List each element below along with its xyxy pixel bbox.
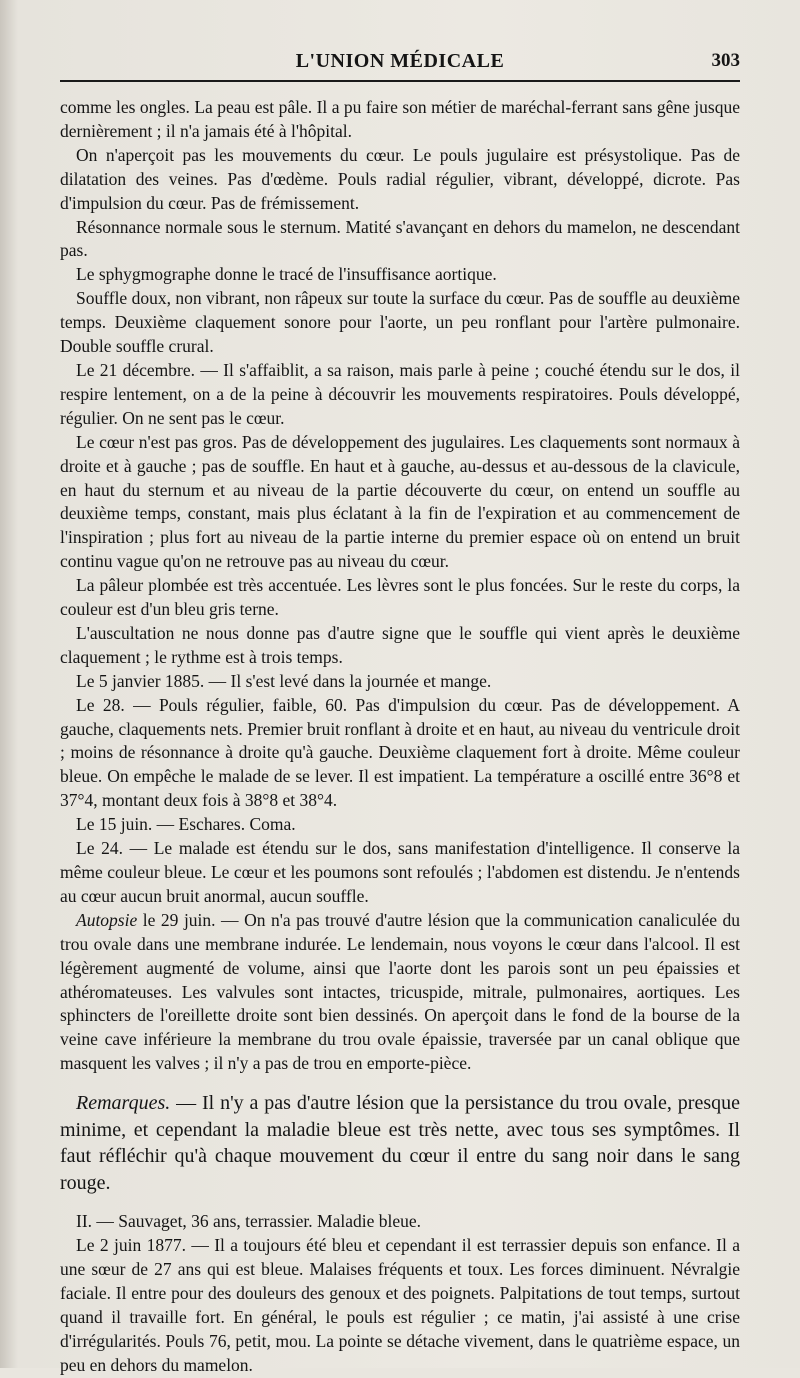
running-title: L'UNION MÉDICALE — [295, 50, 505, 72]
paragraph: Le 24. — Le malade est étendu sur le dos, sans manifestation d'intelligence. Il conserve la même couleur bleue. Le cœur et les poumons sont refoulés ; l'abdomen est distendu. Je n'entends au cœur aucun bruit anormal, aucun souffle. — [60, 838, 740, 906]
page-header — [60, 44, 740, 76]
paragraph: Souffle doux, non vibrant, non râpeux sur toute la surface du cœur. Pas de souffle au deuxième temps. Deuxième claquement sonore pour l'aorte, un peu ronflant pour l'artère pulmonaire. Double souffle crural. — [60, 288, 740, 357]
paragraph: Le 5 janvier 1885. — Il s'est levé dans la journée et mange. — [76, 670, 492, 691]
autopsy-paragraph — [60, 909, 740, 1076]
paragraph: Le 28. — Pouls régulier, faible, 60. Pas d'impulsion du cœur. Pas de développement. A gauche, claquements nets. Premier bruit ronflant à droite et en haut, au niveau du ventricule droit ; moins de résonnance à droite qu'à gauche. Deuxième claquement fort à droite. Même couleur bleue. On empêche le malade de se lever. Il est impatient. La température a oscillé entre 36°8 et 37°4, montant deux fois à 38°8 et 38°4. — [60, 694, 740, 811]
case-heading: II. — Sauvaget, 36 ans, terrassier. Maladie bleue. — [76, 1211, 422, 1232]
paragraph: Résonnance normale sous le sternum. Matité s'avançant en dehors du mamelon, ne descendant pas. — [60, 216, 740, 261]
header-rule — [60, 80, 740, 82]
remarks-label: Remarques. — [76, 1092, 171, 1115]
paragraph: Le 21 décembre. — Il s'affaiblit, a sa raison, mais parle à peine ; couché étendu sur le dos, il respire lentement, on a de la peine à découvrir les mouvements respiratoires. Pouls développé, régulier. On ne sent pas le cœur. — [60, 359, 740, 428]
remarks-paragraph — [60, 1090, 740, 1196]
paragraph: Le cœur n'est pas gros. Pas de développement des jugulaires. Les claquements sont normaux à droite et à gauche ; pas de souffle. En haut et à gauche, au-dessus et au-dessous de la clavicule, en haut du sternum et au niveau de la partie découverte du cœur, on entend un souffle au deuxième temps, constant, mais plus éclatant à la fin de l'expiration et au commencement de l'inspiration ; plus fort au niveau de la partie interne du premier espace où on entend un bruit continu vague qu'on ne retrouve pas au niveau du cœur. — [60, 431, 740, 572]
paragraph: La pâleur plombée est très accentuée. Les lèvres sont le plus foncées. Sur le reste du corps, la couleur est d'un bleu gris terne. — [60, 575, 740, 620]
paragraph: On n'aperçoit pas les mouvements du cœur. Le pouls jugulaire est présystolique. Pas de dilatation des veines. Pas d'œdème. Pouls radial régulier, vibrant, développé, dicrote. Pas d'impulsion du cœur. Pas de frémissement. — [60, 144, 740, 213]
paragraph: Le 15 juin. — Eschares. Coma. — [76, 814, 296, 835]
article-body — [60, 96, 740, 1378]
paragraph: Le 2 juin 1877. — Il a toujours été bleu et cependant il est terrassier depuis son enfance. Il a une sœur de 27 ans qui est bleue. Malaises fréquents et toux. Les forces diminuent. Névralgie faciale. Il entre pour des douleurs des genoux et des poignets. Palpitations de tout temps, surtout quand il travaille fort. En général, le pouls est régulier ; ce matin, j'ai assisté à une crise d'irrégularités. Pouls 76, petit, mou. La pointe se détache vivement, dans le quatrième espace, un peu en dehors du mamelon. — [60, 1235, 740, 1375]
paragraph: Le sphygmographe donne le tracé de l'insuffisance aortique. — [76, 264, 497, 285]
paragraph: comme les ongles. La peau est pâle. Il a pu faire son métier de maréchal-ferrant sans gêne jusque dernièrement ; il n'a jamais été à l'hôpital. — [60, 97, 740, 141]
autopsy-text: le 29 juin. — On n'a pas trouvé d'autre lésion que la communication canaliculée du trou ovale dans une membrane indurée. Le lendemain, nous voyons le cœur dans l'alcool. Il est légèrement augmenté de volume, ainsi que l'aorte dont les parois sont un peu épaissies et athéromateuses. Les valvules sont intactes, tricuspide, mitrale, pulmonaires, aortiques. Les sphincters de l'oreillette droite sont bien dessinés. On aperçoit dans le fond de la bourse de la veine cave inférieure la membrane du trou ovale épaissie, traversée par un canal oblique que masquent les valves ; il n'y a pas de trou en emporte-pièce. — [60, 909, 740, 1074]
paragraph: L'auscultation ne nous donne pas d'autre signe que le souffle qui vient après le deuxième claquement ; le rythme est à trois temps. — [60, 622, 740, 667]
autopsy-label: Autopsie — [76, 909, 138, 930]
page-number: 303 — [711, 50, 740, 71]
remarks-text: — Il n'y a pas d'autre lésion que la persistance du trou ovale, presque minime, et cependant la maladie bleue est très nette, avec tous ses symptômes. Il faut réfléchir qu'à chaque mouvement du cœur il entre du sang noir dans le sang rouge. — [60, 1092, 740, 1194]
